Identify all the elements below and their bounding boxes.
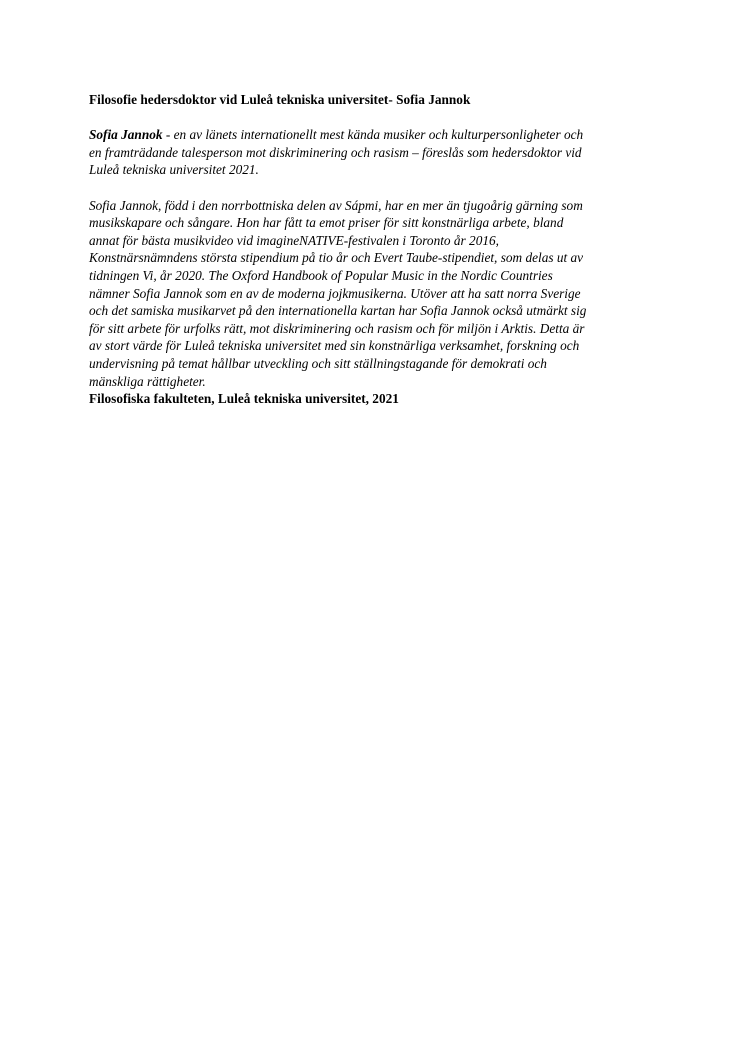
body-line: annat för bästa musikvideo vid imagineNATIVE-festivalen i Toronto år 2016,	[89, 232, 499, 248]
lead-name: Sofia Jannok	[89, 127, 163, 143]
lead-text-1: - en av länets internationellt mest kända musiker och kulturpersonligheter och	[162, 127, 584, 143]
body-line: av stort värde för Luleå tekniska universitet med sin konstnärliga verksamhet, forskning och	[89, 338, 580, 354]
body-line: tidningen Vi, år 2020. The Oxford Handbook of Popular Music in the Nordic Countries	[89, 267, 553, 283]
lead-line-2: en framträdande talesperson mot diskriminering och rasism – föreslås som hedersdoktor vid	[89, 144, 582, 160]
document-title: Filosofie hedersdoktor vid Luleå tekniska universitet- Sofia Jannok	[89, 92, 471, 107]
body-line: mänskliga rättigheter.	[89, 373, 206, 389]
body-line: musikskapare och sångare. Hon har fått ta emot priser för sitt konstnärliga arbete, bland	[89, 215, 564, 231]
body-line: undervisning på temat hållbar utveckling och sitt ställningstagande för demokrati och	[89, 355, 547, 371]
lead-line-3: Luleå tekniska universitet 2021.	[89, 162, 259, 178]
body-line: Sofia Jannok, född i den norrbottniska delen av Sápmi, har en mer än tjugoårig gärning som	[89, 197, 583, 213]
lead-paragraph	[89, 126, 679, 179]
body-line: Konstnärsnämndens största stipendium på tio år och Evert Taube-stipendiet, som delas ut av	[89, 250, 584, 266]
document-page	[89, 91, 679, 408]
body-line: nämner Sofia Jannok som en av de moderna jojkmusikerna. Utöver att ha satt norra Sverige	[89, 285, 581, 301]
body-line: för sitt arbete för urfolks rätt, mot diskriminering och rasism och för miljön i Arktis. Detta är	[89, 320, 585, 336]
document-footer: Filosofiska fakulteten, Luleå tekniska universitet, 2021	[89, 391, 399, 407]
body-paragraph	[89, 197, 679, 391]
lead-line-1	[89, 126, 679, 144]
body-line: och det samiska musikarvet på den internationella kartan har Sofia Jannok också utmärkt sig	[89, 303, 587, 319]
